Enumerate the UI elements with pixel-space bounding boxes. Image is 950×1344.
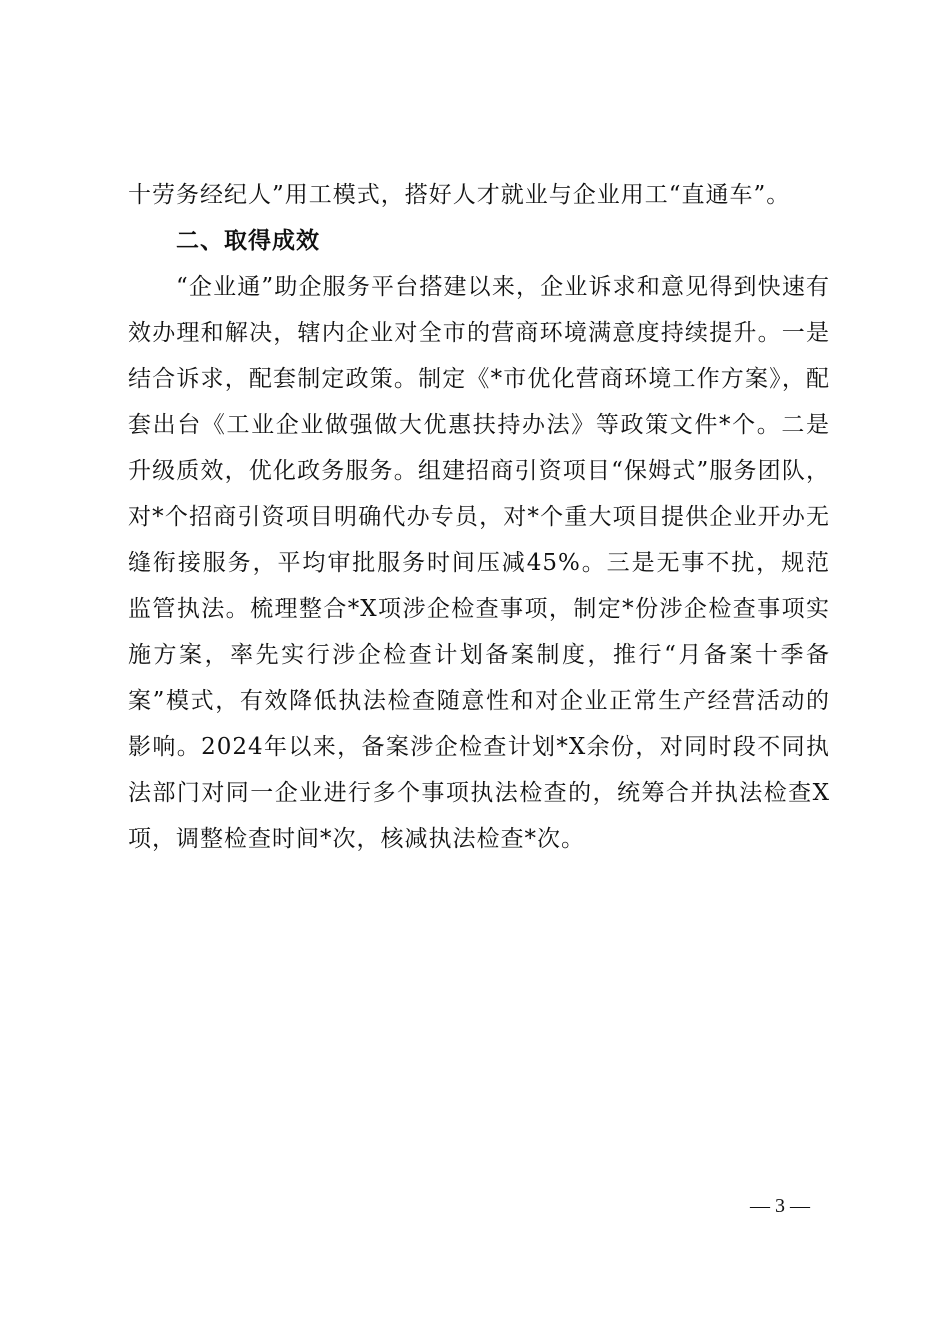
body-paragraph: “企业通”助企服务平台搭建以来，企业诉求和意见得到快速有效办理和解决，辖内企业对全市的营商环境满意度持续提升。一是结合诉求，配套制定政策。制定《*市优化营商环境工作方案》，配套出台《工业企业做强做大优惠扶持办法》等政策文件*个。二是升级质效，优化政务服务。组建招商引资项目“保姆式”服务团队，对*个招商引资项目明确代办专员，对*个重大项目提供企业开办无缝衔接服务，平均审批服务时间压减45%。三是无事不扰，规范监管执法。梳理整合*X项涉企检查事项，制定*份涉企检查事项实施方案，率先实行涉企检查计划备案制度，推行“月备案十季备案”模式，有效降低执法检查随意性和对企业正常生产经营活动的影响。2024年以来，备案涉企检查计划*X余份，对同时段不同执法部门对同一企业进行多个事项执法检查的，统筹合并执法检查X项，调整检查时间*次，核减执法检查*次。 <box>128 274 830 852</box>
section-heading: 二、取得成效 <box>176 228 320 254</box>
page-number: — 3 — <box>750 1195 810 1217</box>
continuation-paragraph: 十劳务经纪人”用工模式，搭好人才就业与企业用工“直通车”。 <box>128 182 791 208</box>
document-body <box>128 172 830 862</box>
